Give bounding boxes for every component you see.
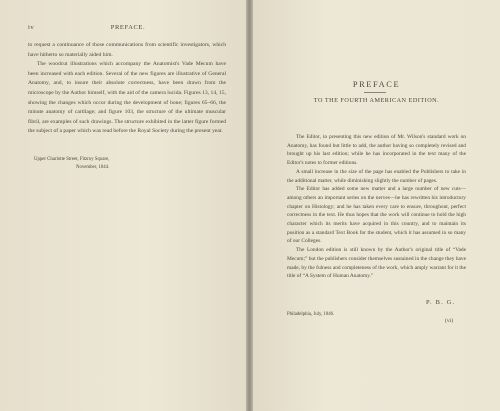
right-page-body [287, 133, 466, 281]
right-paragraph-4: The London edition is still known by the Author's original title of “Vade Mecum;” but the publishers consider themselves sustained in the change they have made, by the fulness and completeness of the work, which amply warrant for it the title of “A System of Human Anatomy.” [287, 247, 466, 280]
left-signature [34, 156, 194, 171]
editor-initials: P. B. G. [426, 299, 456, 306]
left-page-body [28, 41, 226, 137]
preface-subtitle: TO THE FOURTH AMERICAN EDITION. [313, 97, 440, 104]
book-gutter [246, 0, 253, 411]
right-dateline: Philadelphia, July, 1846. [287, 312, 335, 317]
left-paragraph-1: to request a continuance of those communications from scientific investigators, which have hitherto so materially aided him. [28, 42, 226, 58]
right-paragraph-1: The Editor, in presenting this new edition of Mr. Wilson's standard work on Anatomy, has found but little to add, the author having so completely revised and brought up his last edition; while he has incorporated in the text many of the Editor's notes to former editions. [287, 134, 466, 167]
right-paragraph-3: The Editor has added some new matter and a large number of new cuts—among others an important series on the nerves—he has rewritten his introductory chapter on Histology; and he has taken every care to ensure, throughout, perfect correctness in the text. He thus hopes that the work will continue to hold the high character which its merits have acquired in this country, and to maintain its position as a standard Text Book for the student, which it has assumed in so many of our Colleges. [287, 186, 466, 245]
left-page-number: iv [28, 24, 35, 31]
signature-date: November, 1844. [76, 164, 110, 170]
right-paragraph-2: A small increase in the size of the page has enabled the Publishers to take in the additional matter, while diminishing slightly the number of pages. [287, 168, 466, 184]
left-running-title: PREFACE. [110, 24, 146, 31]
preface-title: PREFACE [352, 80, 401, 89]
right-folio: (vi) [445, 318, 454, 324]
signature-address: Upper Charlotte Street, Fitzroy Square, [34, 157, 110, 162]
left-paragraph-2: The woodcut illustrations which accompany the Anatomist's Vade Mecum have been increased with each edition. Several of the new figures are illustrative of General Anatomy, and, to insure their absolute correctness, have been drawn from the microscope by the Author himself, with the aid of the camera lucida. Figures 13, 14, 15, showing the changes which occur during the development of bone; figures 65–66, the minute anatomy of cartilage; and figure 103, the structure of the ultimate muscular fibril, are examples of such drawings. The structure exhibited in the latter figure formed the subject of a paper which was read before the Royal Society during the present year. [28, 61, 226, 135]
title-rule [364, 92, 386, 93]
